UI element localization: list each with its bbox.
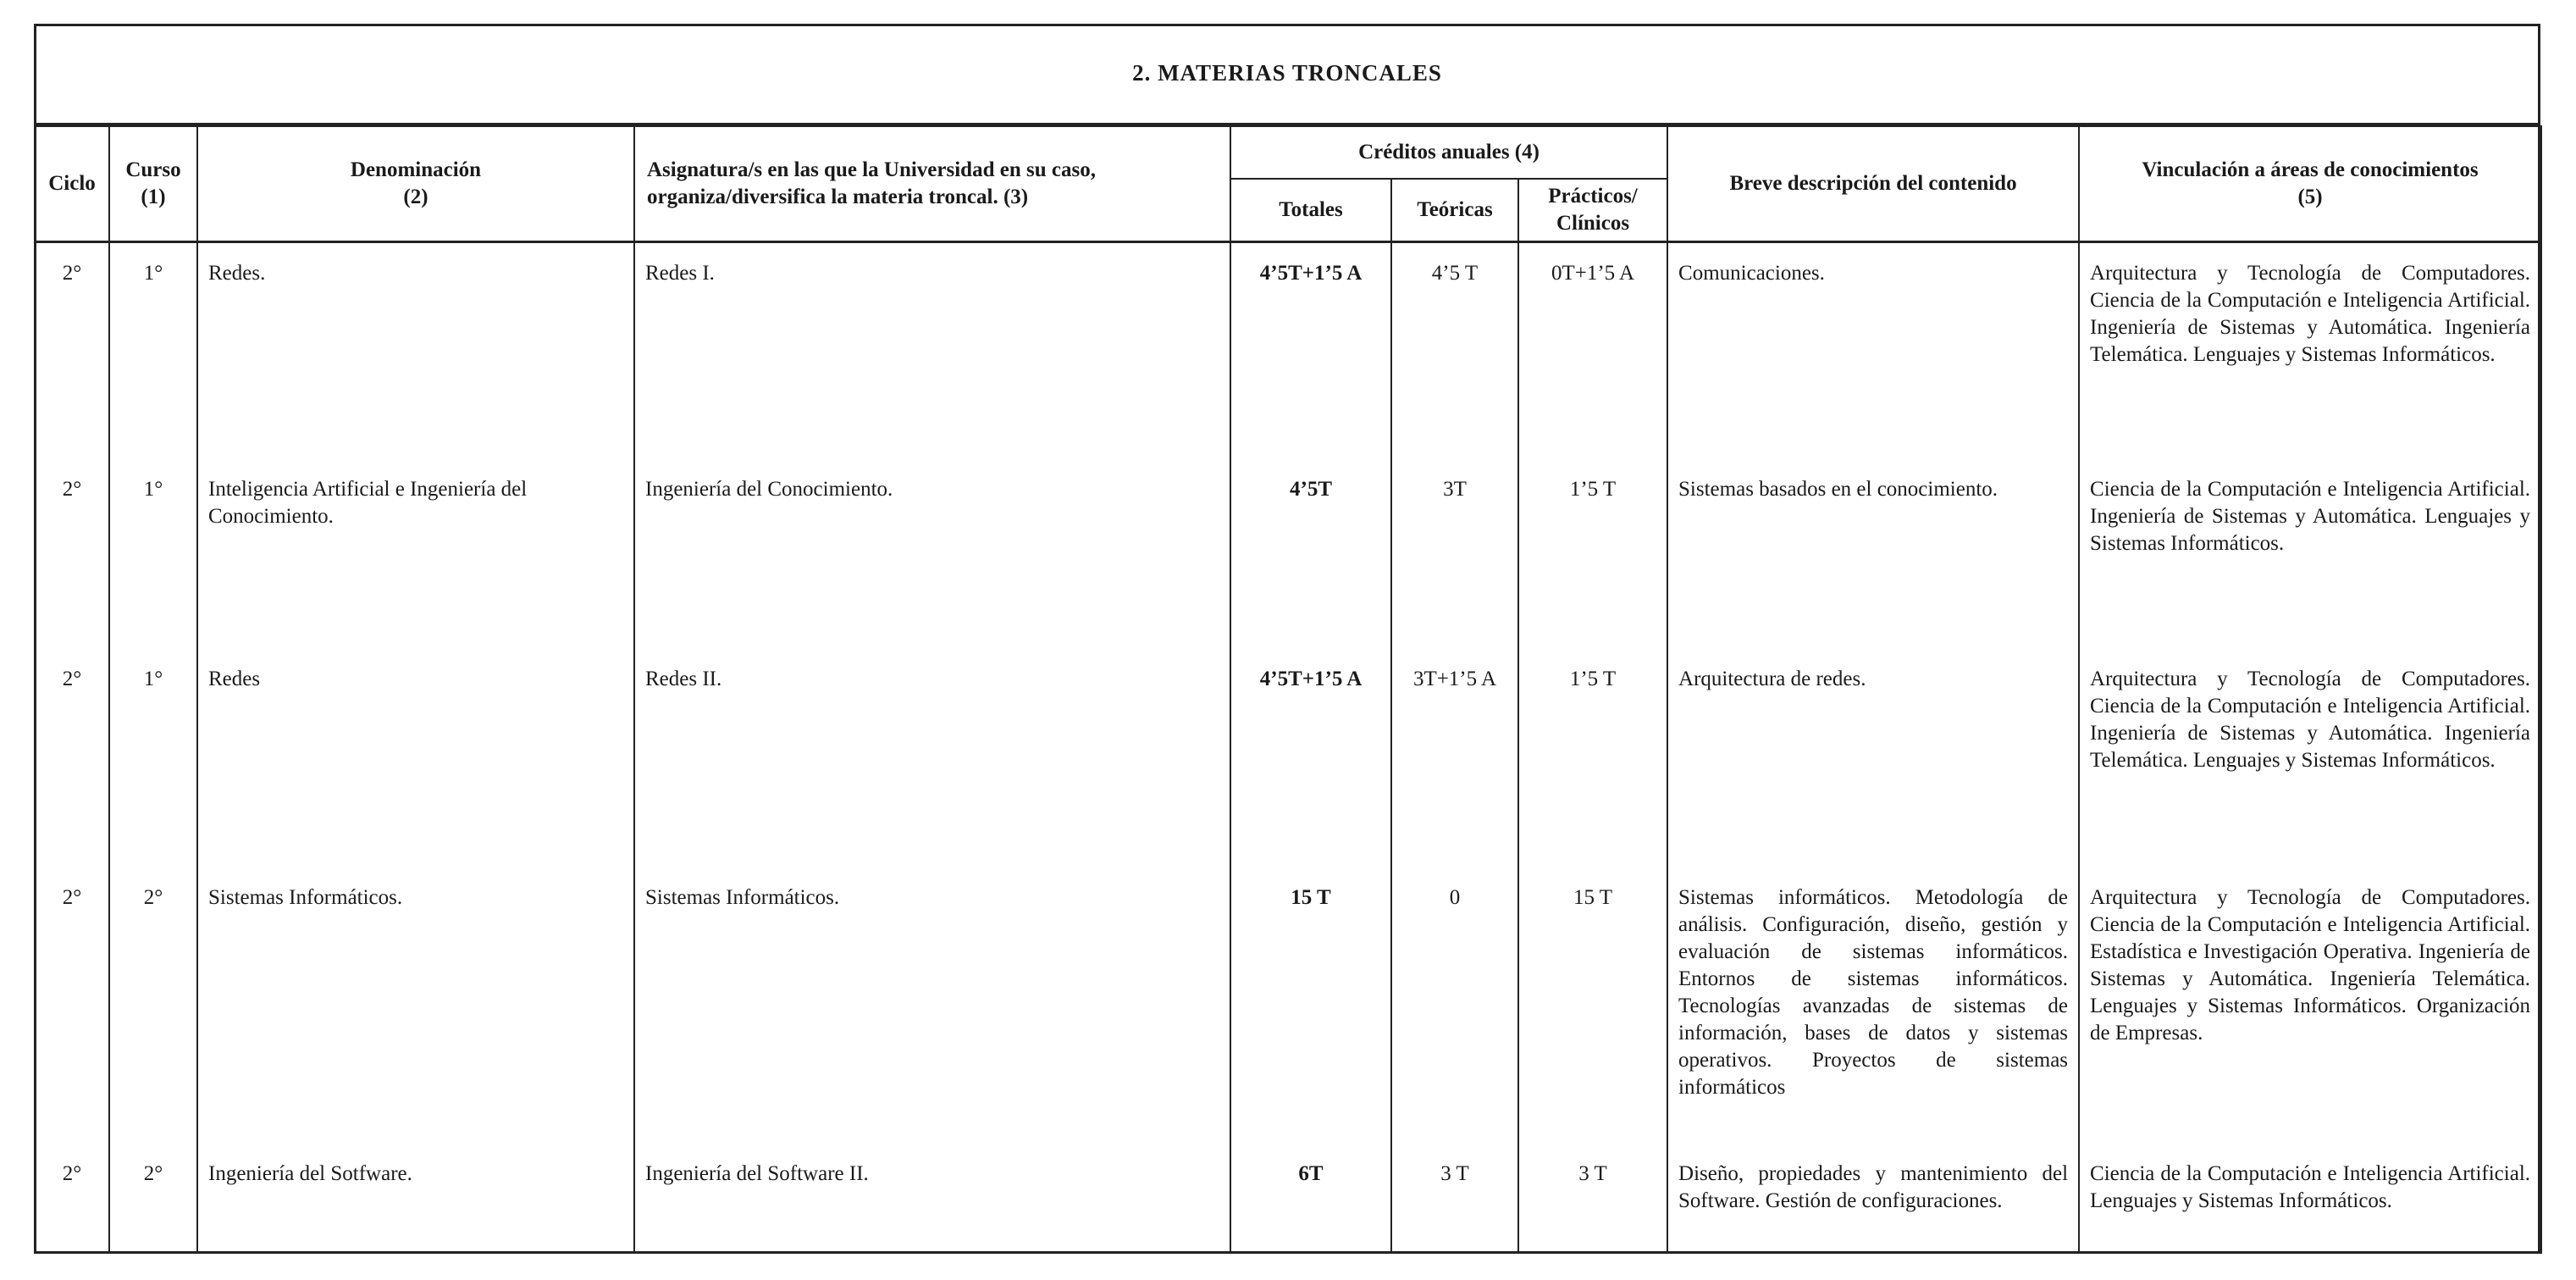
cell-teoricas: 3T bbox=[1443, 477, 1467, 501]
cell-denominacion: Redes. bbox=[208, 262, 266, 285]
cell-vinculacion: Arquitectura y Tecnología de Computadores. Ciencia de la Computación e Inteligencia Artificial. Ingeniería de Sistemas y Automática. Ingeniería Telemática. Lenguajes y Sistemas Informáticos. bbox=[2090, 667, 2531, 772]
cell-practicos: 3 T bbox=[1578, 1161, 1607, 1185]
cell-totales: 4’5T bbox=[1290, 477, 1332, 501]
cell-ciclo: 2° bbox=[62, 1161, 82, 1185]
cell-descripcion: Comunicaciones. bbox=[1678, 262, 1825, 285]
cell-denominacion: Inteligencia Artificial e Ingeniería del Conocimiento. bbox=[208, 477, 528, 528]
cell-curso: 2° bbox=[143, 885, 163, 909]
header-vinculacion-label: Vinculación a áreas de conocimientos bbox=[2142, 158, 2479, 181]
cell-asignatura: Redes II. bbox=[645, 667, 722, 690]
cell-totales: 4’5T+1’5 A bbox=[1259, 667, 1363, 690]
cell-totales: 15 T bbox=[1291, 885, 1331, 909]
header-practicos-label: Prácticos/ bbox=[1548, 185, 1638, 208]
cell-curso: 1° bbox=[143, 667, 163, 690]
header-curso bbox=[109, 126, 197, 242]
header-asignaturas: Asignatura/s en las que la Universidad en su caso, organiza/diversifica la materia troncal. (3) bbox=[634, 126, 1230, 242]
cell-teoricas: 4’5 T bbox=[1431, 262, 1479, 285]
cell-denominacion: Redes bbox=[208, 667, 261, 690]
cell-vinculacion: Ciencia de la Computación e Inteligencia Artificial. Lenguajes y Sistemas Informáticos. bbox=[2090, 1161, 2531, 1212]
cell-descripcion: Sistemas informáticos. Metodología de análisis. Configuración, diseño, gestión y evaluación de sistemas informáticos. Entornos de sistemas informáticos. Tecnologías avanzadas de sistemas de información, bases de datos y sistemas operativos. Proyectos de sistemas informáticos bbox=[1678, 885, 2069, 1099]
cell-ciclo: 2° bbox=[62, 262, 82, 285]
header-vinculacion bbox=[2079, 126, 2541, 242]
cell-teoricas: 3 T bbox=[1440, 1161, 1469, 1185]
cell-vinculacion: Arquitectura y Tecnología de Computadores. Ciencia de la Computación e Inteligencia Artificial. Ingeniería de Sistemas y Automática. Ingeniería Telemática. Lenguajes y Sistemas Informáticos. bbox=[2090, 262, 2531, 366]
table-row bbox=[35, 649, 2541, 867]
materias-table bbox=[34, 125, 2542, 1254]
header-denominacion bbox=[197, 126, 634, 242]
cell-curso: 1° bbox=[143, 262, 163, 285]
cell-vinculacion: Ciencia de la Computación e Inteligencia Artificial. Ingeniería de Sistemas y Automática. Lenguajes y Sistemas Informáticos. bbox=[2090, 477, 2531, 555]
table-row bbox=[35, 1144, 2541, 1254]
cell-totales: 6T bbox=[1298, 1161, 1324, 1185]
cell-teoricas: 0 bbox=[1449, 885, 1461, 909]
header-curso-note: (1) bbox=[141, 186, 166, 208]
header-descripcion: Breve descripción del contenido bbox=[1667, 126, 2079, 242]
cell-ciclo: 2° bbox=[62, 667, 82, 690]
table-row bbox=[35, 867, 2541, 1144]
header-teoricas: Teóricas bbox=[1391, 179, 1518, 242]
cell-descripcion: Arquitectura de redes. bbox=[1678, 667, 1866, 690]
header-totales: Totales bbox=[1230, 179, 1391, 242]
cell-asignatura: Redes I. bbox=[645, 262, 715, 285]
header-clinicos-label: Clínicos bbox=[1556, 212, 1630, 235]
header-practicos bbox=[1518, 179, 1667, 242]
cell-practicos: 1’5 T bbox=[1569, 667, 1617, 690]
header-ciclo: Ciclo bbox=[35, 126, 109, 242]
header-denominacion-note: (2) bbox=[403, 186, 428, 208]
cell-asignatura: Sistemas Informáticos. bbox=[645, 885, 840, 909]
cell-vinculacion: Arquitectura y Tecnología de Computadores. Ciencia de la Computación e Inteligencia Artificial. Estadística e Investigación Operativa. Ingeniería de Sistemas y Automática. Ingeniería Telemática. Lenguajes y Sistemas Informáticos. Organización de Empresas. bbox=[2090, 885, 2531, 1045]
header-vinculacion-note: (5) bbox=[2297, 186, 2323, 208]
cell-asignatura: Ingeniería del Conocimiento. bbox=[645, 477, 893, 501]
table-row bbox=[35, 242, 2541, 459]
cell-curso: 2° bbox=[143, 1161, 163, 1185]
cell-descripcion: Sistemas basados en el conocimiento. bbox=[1678, 477, 1998, 501]
cell-asignatura: Ingeniería del Software II. bbox=[645, 1161, 869, 1185]
cell-denominacion: Ingeniería del Sotfware. bbox=[208, 1161, 412, 1185]
cell-totales: 4’5T+1’5 A bbox=[1259, 262, 1363, 285]
cell-curso: 1° bbox=[143, 477, 163, 501]
table-row bbox=[35, 459, 2541, 649]
header-creditos: Créditos anuales (4) bbox=[1230, 126, 1667, 179]
header-denominacion-label: Denominación bbox=[350, 158, 482, 181]
cell-denominacion: Sistemas Informáticos. bbox=[208, 885, 403, 909]
cell-descripcion: Diseño, propiedades y mantenimiento del Software. Gestión de configuraciones. bbox=[1678, 1161, 2069, 1212]
cell-teoricas: 3T+1’5 A bbox=[1412, 667, 1497, 690]
page-title: 2. MATERIAS TRONCALES bbox=[34, 24, 2540, 125]
cell-practicos: 1’5 T bbox=[1569, 477, 1617, 501]
header-curso-label: Curso bbox=[125, 158, 181, 181]
cell-ciclo: 2° bbox=[62, 885, 82, 909]
cell-ciclo: 2° bbox=[62, 477, 82, 501]
cell-practicos: 15 T bbox=[1573, 885, 1613, 909]
cell-practicos: 0T+1’5 A bbox=[1551, 262, 1635, 285]
